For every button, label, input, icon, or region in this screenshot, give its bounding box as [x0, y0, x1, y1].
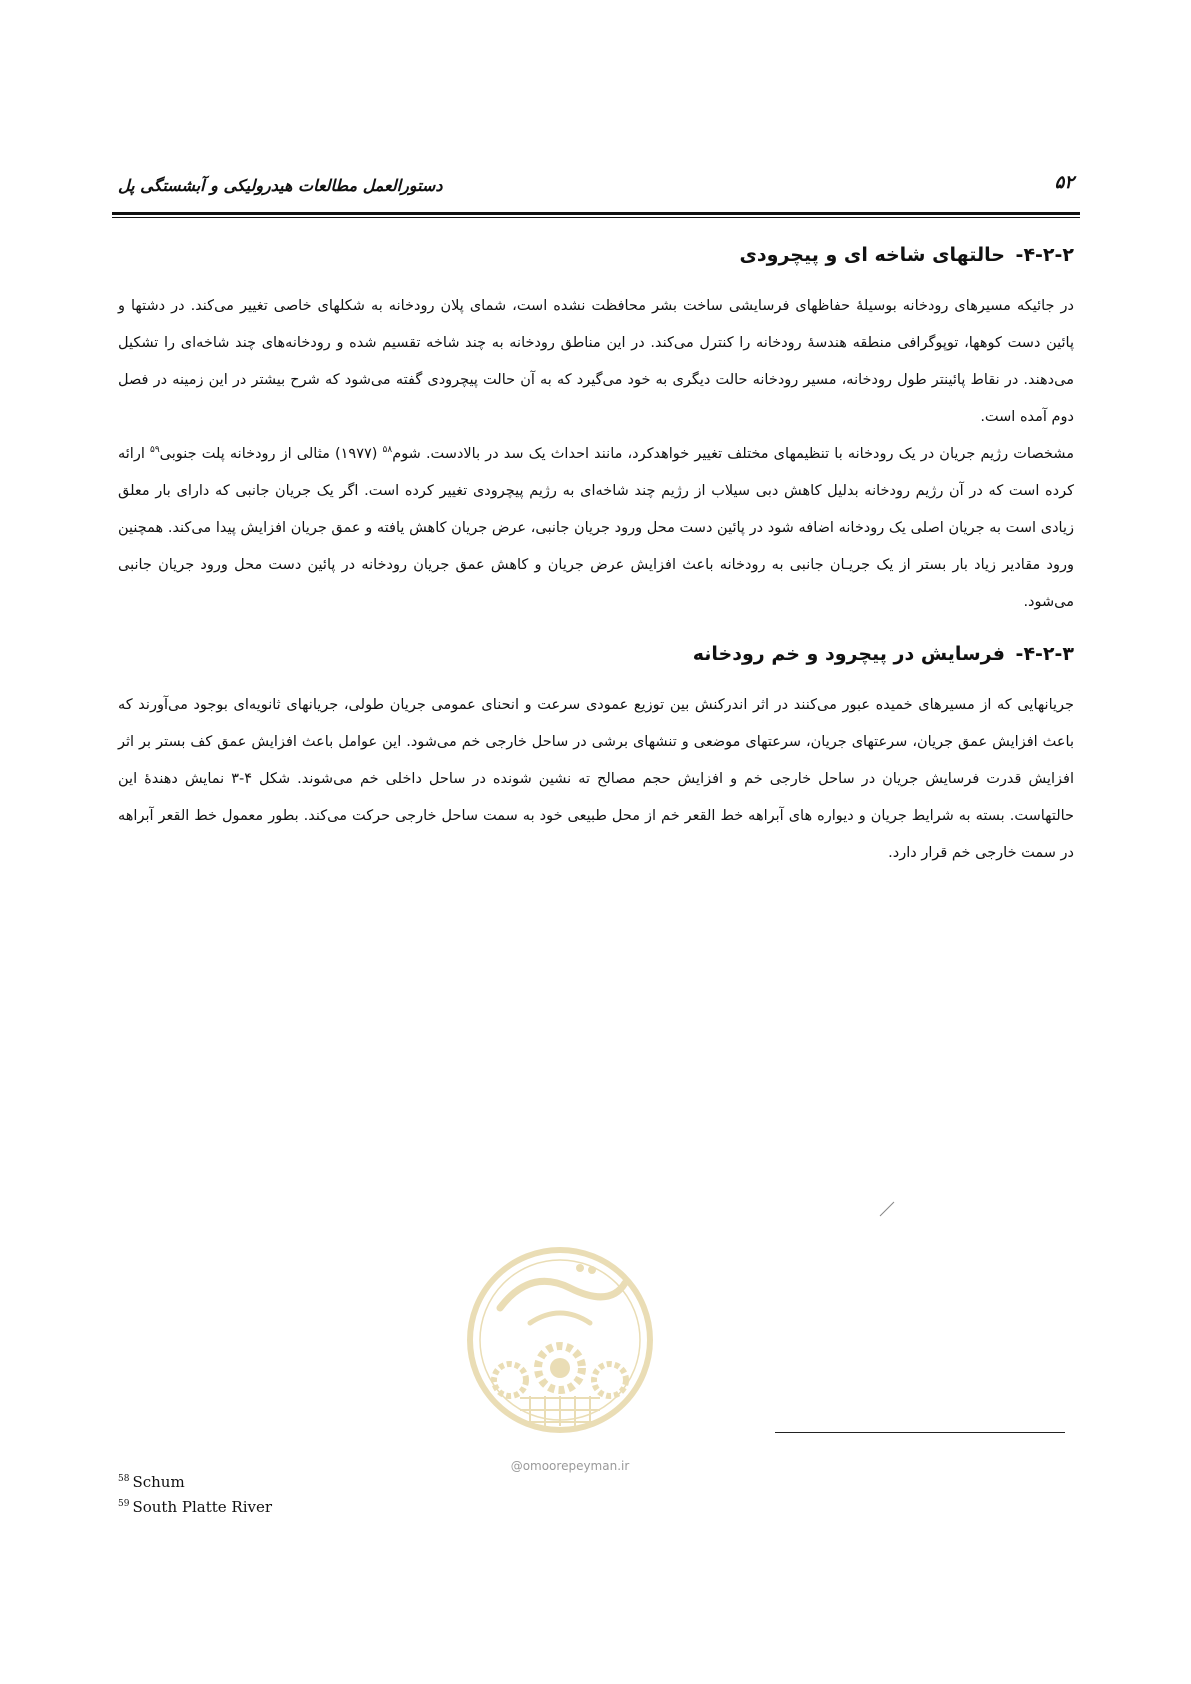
- footnote-number: 58: [118, 1474, 130, 1484]
- footnote-text: Schum: [132, 1473, 185, 1491]
- running-header: [118, 168, 1074, 208]
- footnote-item: [118, 1468, 272, 1493]
- paragraph: [118, 436, 1074, 621]
- section-number: ۴-۲-۲-: [1015, 244, 1074, 266]
- section-number: ۴-۲-۳-: [1015, 643, 1074, 665]
- page-number: ۵۲: [1054, 172, 1074, 193]
- paragraph-text: (۱۹۷۷) مثالی از رودخانه پلت جنوبی: [159, 446, 383, 462]
- main-content: [118, 240, 1074, 872]
- section-heading-4-2-3: [118, 639, 1074, 669]
- footnotes: [118, 1468, 272, 1518]
- footnote-rule: [775, 1432, 1065, 1433]
- footnote-item: [118, 1493, 272, 1518]
- section-title: فرسایش در پیچرود و خم رودخانه: [692, 643, 1005, 665]
- paragraph-text: ارائه کرده است که در آن رژیم رودخانه بدلیل کاهش دبی سیلاب از رژیم چند شاخه‌ای به رژیم پیچرودی تغییر کرده است. اگر یک جریان جانبی که دارای بار معلق زیادی است به جریان اصلی یک رودخانه اضافه شود در پائین دست محل ورود جریان جانبی، عرض جریان کاهش یافته و عمق جریان افزایش پیدا می‌کند. همچنین ورود مقادیر زیاد بار بستر از یک جریـان جانبی به رودخانه باعث افزایش عرض جریان و کاهش عمق جریان رودخانه در پائین دست محل ورود جریان جانبی می‌شود.: [118, 446, 1074, 610]
- watermark-logo-icon: [460, 1228, 660, 1458]
- section-title: حالتهای شاخه ای و پیچرودی: [739, 244, 1005, 266]
- paragraph-text: مشخصات رژیم جریان در یک رودخانه با تنظیمهای مختلف تغییر خواهدکرد، مانند احداث یک سد در بالادست. شوم: [392, 446, 1074, 462]
- footnote-number: 59: [118, 1499, 130, 1509]
- footnote-ref-59[interactable]: ۵۹: [149, 445, 160, 456]
- header-rule: [112, 212, 1080, 215]
- paragraph: جریانهایی که از مسیرهای خمیده عبور می‌کنند در اثر اندرکنش بین توزیع عمودی سرعت و انحنای عمومی جریان طولی، جریانهای ثانویه‌ای بوجود می‌آورند که باعث افزایش عمق جریان، سرعتهای جریان، سرعتهای موضعی و تنشهای برشی در ساحل خارجی خم می‌شود. این عوامل باعث افزایش عمق کف بستر بر اثر افزایش قدرت فرسایش جریان در ساحل خارجی خم و افزایش حجم مصالح ته نشین شونده در ساحل داخلی خم می‌شوند. شکل ۴-۳ نمایش دهندۀ این حالتهاست. بسته به شرایط جریان و دیواره های آبراهه خط القعر خم از محل طبیعی خود به سمت ساحل خارجی حرکت می‌کند. بطور معمول خط القعر آبراهه در سمت خارجی خم قرار دارد.: [118, 697, 1074, 861]
- watermark-url: @omoorepeyman.ir: [510, 1459, 630, 1473]
- stray-mark: [878, 1200, 896, 1218]
- footnote-ref-58[interactable]: ۵۸: [382, 445, 393, 456]
- section-heading-4-2-2: [118, 240, 1074, 270]
- paragraph: در جائیکه مسیرهای رودخانه بوسیلۀ حفاظهای فرسایشی ساخت بشر محافظت نشده است، شمای پلان رودخانه به شکلهای خاصی تغییر می‌کند. در دشتها و پائین دست کوهها، توپوگرافی منطقه هندسۀ رودخانه را کنترل می‌کند. در این مناطق رودخانه به چند شاخه تقسیم شده و رودخانه‌های چند شاخه‌ای را تشکیل می‌دهند. در نقاط پائینتر طول رودخانه، مسیر رودخانه حالت دیگری به خود می‌گیرد که به آن حالت پیچرودی گفته می‌شود که شرح بیشتر در این زمینه در فصل دوم آمده است.: [118, 298, 1074, 425]
- running-header-title: دستورالعمل مطالعات هیدرولیکی و آبشستگی پل: [118, 176, 443, 195]
- header-rule-thin: [112, 217, 1080, 218]
- footnote-text: South Platte River: [132, 1498, 273, 1516]
